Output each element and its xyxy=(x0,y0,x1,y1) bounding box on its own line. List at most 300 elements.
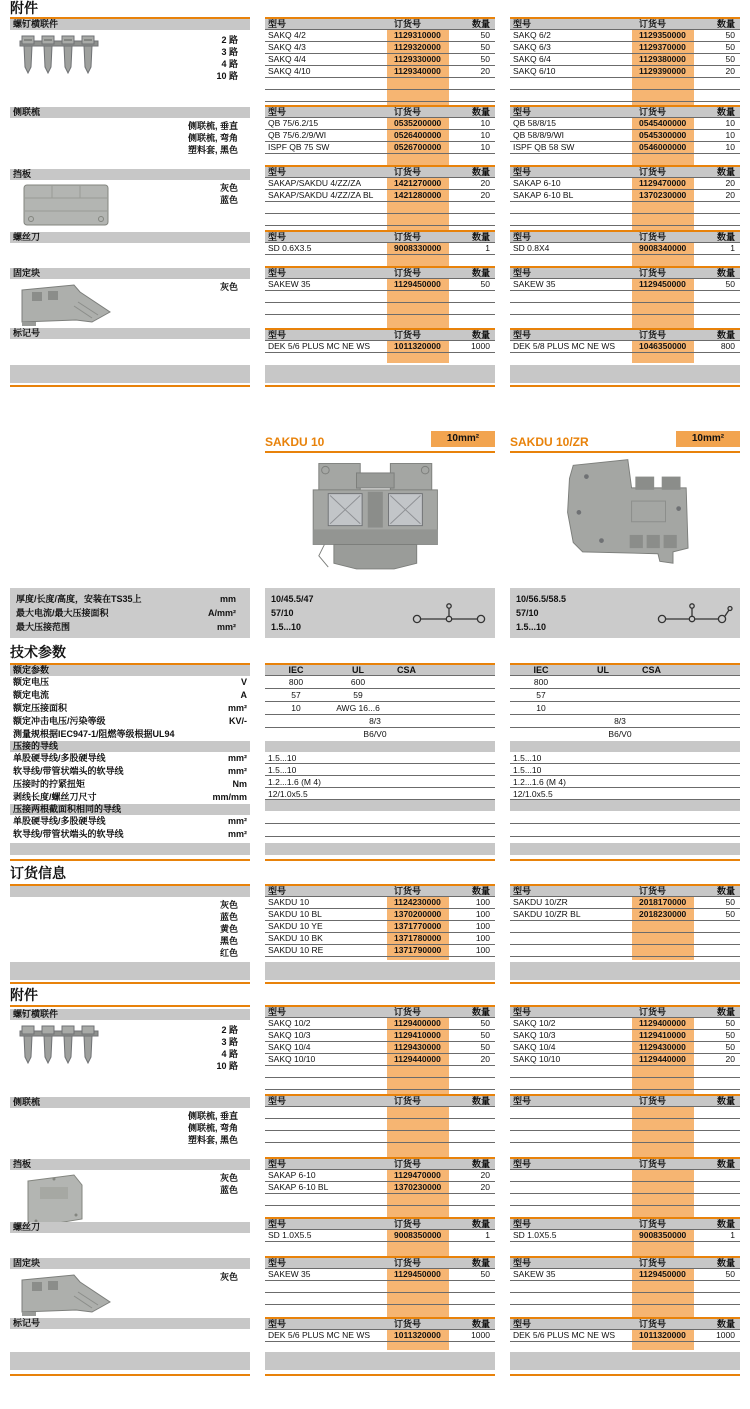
order-number-cell: 1129400000 xyxy=(394,1018,441,1028)
order-number-cell: 1421270000 xyxy=(394,178,442,188)
tech-values-mid xyxy=(265,663,495,861)
quantity-cell: 800 xyxy=(720,341,735,351)
table-empty-row xyxy=(265,78,495,90)
cell: B6/V0 xyxy=(363,729,387,739)
model-cell: SAKQ 4/10 xyxy=(268,66,311,76)
table-row xyxy=(510,1018,740,1030)
variant-labels-cross-links xyxy=(10,1024,250,1072)
ordering-left-column xyxy=(10,884,250,988)
table-empty-row xyxy=(265,1119,495,1131)
order-table xyxy=(510,1317,740,1342)
table-header-row xyxy=(265,232,495,243)
table-header-row xyxy=(510,268,740,279)
model-cell: QB 75/6.2/15 xyxy=(268,118,319,128)
quantity-cell: 50 xyxy=(725,897,735,907)
quantity-cell: 50 xyxy=(725,909,735,919)
product-image-side-view xyxy=(545,454,705,582)
tech-values-column xyxy=(265,663,495,837)
category-bar-screwdriver: 螺丝刀 xyxy=(10,232,250,243)
quantity-cell: 50 xyxy=(480,1042,490,1052)
table-header-row xyxy=(265,1096,495,1107)
table-header-row xyxy=(265,1319,495,1330)
cell xyxy=(634,702,740,714)
cell xyxy=(632,303,694,314)
param-row xyxy=(10,689,250,702)
cell xyxy=(510,78,632,89)
tech-divider-bar xyxy=(510,800,740,811)
cell xyxy=(510,202,632,213)
order-table xyxy=(510,105,740,154)
cell xyxy=(387,291,449,302)
footer-gray-bar xyxy=(265,962,495,980)
footer-gray-bar xyxy=(265,843,495,855)
cell xyxy=(634,689,740,701)
variant-labels-comb xyxy=(10,120,250,156)
param-unit: mm/mm xyxy=(212,792,247,802)
model-cell: SAKAP/SAKDU 4/ZZ/ZA BL xyxy=(268,190,374,200)
header-quantity: 数量 xyxy=(471,1219,490,1229)
model-cell: DEK 5/6 PLUS MC NE WS xyxy=(268,341,371,351)
table-header-row xyxy=(265,1258,495,1269)
header-order-number: 订货号 xyxy=(639,232,667,242)
table-row xyxy=(510,54,740,66)
order-number-cell: 9008330000 xyxy=(394,243,442,253)
order-table xyxy=(510,328,740,353)
tech-param-rows xyxy=(10,815,250,841)
header-quantity: 数量 xyxy=(471,1007,490,1017)
cell xyxy=(510,1066,632,1077)
cell xyxy=(449,214,495,225)
param-row xyxy=(10,815,250,828)
param-unit: mm² xyxy=(227,766,247,776)
model-cell: ISPF QB 58 SW xyxy=(513,142,575,152)
order-table xyxy=(510,1005,740,1090)
header-order-number: 订货号 xyxy=(639,1258,667,1268)
orange-footer-line xyxy=(10,385,250,387)
color-variant-labels xyxy=(10,899,250,959)
order-number-cell: 1129340000 xyxy=(394,66,441,76)
cell: 600 xyxy=(350,677,366,687)
model-cell: SAKQ 10/4 xyxy=(513,1042,556,1052)
quantity-cell: 1 xyxy=(730,243,735,253)
model-cell: DEK 5/6 PLUS MC NE WS xyxy=(513,1330,616,1340)
tech-section xyxy=(10,663,740,863)
order-number-cell: 1129470000 xyxy=(394,1170,441,1180)
table-row xyxy=(265,897,495,909)
tech-value-row xyxy=(265,702,495,715)
label-line: 3 路 xyxy=(221,47,238,57)
table-header-row xyxy=(265,886,495,897)
model-cell: SAKAP/SAKDU 4/ZZ/ZA xyxy=(268,178,362,188)
model-cell: SAKQ 10/3 xyxy=(268,1030,311,1040)
model-cell: SAKEW 35 xyxy=(513,1269,556,1279)
table-row xyxy=(265,341,495,353)
param-unit: mm² xyxy=(216,622,236,632)
quantity-cell: 50 xyxy=(480,30,490,40)
quantity-cell: 20 xyxy=(725,66,735,76)
model-cell: SAKDU 10/ZR BL xyxy=(513,909,581,919)
order-number-cell: 1370230000 xyxy=(394,1182,442,1192)
cell xyxy=(389,676,495,688)
order-number-cell: 1371770000 xyxy=(394,921,442,931)
header-model: 型号 xyxy=(268,1319,287,1329)
accessories-right-column xyxy=(510,17,740,389)
header-quantity: 数量 xyxy=(471,1258,490,1268)
cell xyxy=(632,1131,694,1142)
cell: 57 xyxy=(536,690,546,700)
accessories-left-column xyxy=(10,1005,250,1377)
table-row xyxy=(265,1269,495,1281)
order-table xyxy=(265,328,495,353)
model-cell: DEK 5/8 PLUS MC NE WS xyxy=(513,341,616,351)
table-row xyxy=(510,178,740,190)
table-empty-row xyxy=(265,1107,495,1119)
header-model: 型号 xyxy=(513,19,532,29)
table-row xyxy=(265,1330,495,1342)
model-cell: SAKAP 6-10 xyxy=(268,1170,316,1180)
table-row xyxy=(510,190,740,202)
param-row xyxy=(10,592,250,606)
cell xyxy=(449,78,495,89)
param-label: 软导线/带管状端头的软导线 xyxy=(13,829,124,839)
table-header-row xyxy=(510,19,740,30)
param-row xyxy=(10,828,250,841)
cell xyxy=(632,921,694,932)
param-unit: mm² xyxy=(227,703,247,713)
order-table xyxy=(265,1217,495,1242)
table-row xyxy=(510,1042,740,1054)
header-model: 型号 xyxy=(513,886,532,896)
model-cell: SAKDU 10 xyxy=(268,897,310,907)
order-number-cell: 1129440000 xyxy=(394,1054,441,1064)
circuit-symbol-feed-through xyxy=(411,598,489,630)
table-header-row xyxy=(510,1258,740,1269)
orange-footer-line xyxy=(265,385,495,387)
cell xyxy=(387,303,449,314)
cell xyxy=(265,214,387,225)
quantity-cell: 50 xyxy=(725,279,735,289)
param-row xyxy=(10,765,250,778)
order-number-cell: 1371790000 xyxy=(394,945,442,955)
order-number-cell: 1129330000 xyxy=(394,54,441,64)
header-quantity: 数量 xyxy=(716,167,735,177)
cell: 10 xyxy=(536,703,546,713)
quantity-cell: 20 xyxy=(480,190,490,200)
cell xyxy=(449,1066,495,1077)
table-empty-row xyxy=(510,1281,740,1293)
tech-empty-row xyxy=(510,811,740,824)
order-number-cell: 1421280000 xyxy=(394,190,442,200)
order-number-cell: 1129430000 xyxy=(394,1042,441,1052)
orange-footer-line xyxy=(510,385,740,387)
tech-span-row xyxy=(510,728,740,741)
header-order-number: 订货号 xyxy=(394,1319,422,1329)
category-bar-marker: 标记号 xyxy=(10,1318,250,1329)
tech-value-row xyxy=(510,702,740,715)
cell xyxy=(694,1078,740,1089)
label-line: 10 路 xyxy=(216,71,238,81)
cell xyxy=(387,1131,449,1142)
tech-left-column xyxy=(10,663,250,863)
cell xyxy=(632,90,694,101)
table-row xyxy=(510,1030,740,1042)
table-header-row xyxy=(265,1159,495,1170)
param-row xyxy=(10,676,250,689)
cell xyxy=(632,933,694,944)
label-line: 黑色 xyxy=(219,936,238,946)
quantity-cell: 50 xyxy=(480,54,490,64)
table-empty-row xyxy=(265,1078,495,1090)
table-header-row xyxy=(510,167,740,178)
cell xyxy=(572,676,634,688)
order-table xyxy=(265,165,495,226)
cell xyxy=(510,1107,632,1118)
header-model: 型号 xyxy=(513,268,532,278)
param-unit: mm xyxy=(219,594,236,604)
tech-standard-header: CSA xyxy=(642,665,662,675)
section-title-accessories-top: 附件 xyxy=(10,0,38,16)
header-order-number: 订货号 xyxy=(394,19,422,29)
table-header-row xyxy=(265,268,495,279)
cell xyxy=(265,1119,387,1130)
cell xyxy=(632,202,694,213)
cell xyxy=(632,1078,694,1089)
table-header-row xyxy=(510,886,740,897)
cell: 8/3 xyxy=(369,716,381,726)
label-line: 灰色 xyxy=(219,282,238,292)
param-label: 软导线/带管状端头的软导线 xyxy=(13,766,124,776)
section-title-tech: 技术参数 xyxy=(10,644,66,660)
product-name: SAKDU 10 xyxy=(265,435,325,449)
cell xyxy=(694,921,740,932)
header-quantity: 数量 xyxy=(471,1319,490,1329)
table-row xyxy=(510,142,740,154)
model-cell: SAKQ 10/2 xyxy=(268,1018,311,1028)
header-model: 型号 xyxy=(268,330,287,340)
header-order-number: 订货号 xyxy=(639,268,667,278)
table-empty-row xyxy=(510,291,740,303)
tech-value-row xyxy=(265,676,495,689)
header-quantity: 数量 xyxy=(716,232,735,242)
cell xyxy=(387,90,449,101)
order-table xyxy=(265,105,495,154)
cell xyxy=(510,933,632,944)
cell xyxy=(510,1293,632,1304)
model-cell: SAKQ 10/2 xyxy=(513,1018,556,1028)
header-quantity: 数量 xyxy=(471,886,490,896)
cell xyxy=(694,1119,740,1130)
header-order-number: 订货号 xyxy=(394,1096,422,1106)
header-model: 型号 xyxy=(513,167,532,177)
cell xyxy=(510,921,632,932)
order-table xyxy=(510,1217,740,1242)
table-header-row xyxy=(265,1007,495,1018)
model-cell: QB 58/8/15 xyxy=(513,118,557,128)
param-label: 单股硬导线/多股硬导线 xyxy=(13,753,106,763)
cell xyxy=(694,291,740,302)
header-quantity: 数量 xyxy=(471,268,490,278)
order-number-cell: 1011320000 xyxy=(394,1330,441,1340)
tech-wire-row: 12/1.0x5.5 xyxy=(510,788,740,800)
order-table xyxy=(265,1317,495,1342)
orange-footer-line xyxy=(510,1374,740,1376)
accessories-mid-column xyxy=(265,1005,495,1377)
table-header-row xyxy=(265,330,495,341)
category-bar-endbracket: 固定块 xyxy=(10,1258,250,1269)
order-table xyxy=(265,266,495,315)
quantity-cell: 100 xyxy=(475,933,490,943)
quantity-cell: 50 xyxy=(725,30,735,40)
cell xyxy=(632,1170,694,1181)
cell xyxy=(510,945,632,956)
quantity-cell: 50 xyxy=(725,1042,735,1052)
cell: 57 xyxy=(291,690,301,700)
order-number-cell: 1011320000 xyxy=(394,341,441,351)
table-empty-row xyxy=(510,202,740,214)
param-unit: mm² xyxy=(227,753,247,763)
cell xyxy=(510,1281,632,1292)
category-bar-endbracket: 固定块 xyxy=(10,268,250,279)
footer-gray-bar xyxy=(265,365,495,383)
category-bar-endplate: 挡板 xyxy=(10,169,250,180)
table-row xyxy=(265,130,495,142)
table-row xyxy=(510,30,740,42)
cell xyxy=(265,1078,387,1089)
quantity-cell: 10 xyxy=(480,130,490,140)
table-header-row xyxy=(510,1219,740,1230)
cell xyxy=(265,1131,387,1142)
label-line: 1.5...10 xyxy=(516,622,547,632)
tech-divider-bar xyxy=(510,741,740,752)
cell xyxy=(387,1119,449,1130)
variant-labels-endbracket xyxy=(10,281,250,293)
cell xyxy=(694,1131,740,1142)
cell xyxy=(387,1194,449,1205)
model-cell: SAKEW 35 xyxy=(268,1269,311,1279)
table-row xyxy=(510,42,740,54)
param-row xyxy=(10,728,250,741)
cell xyxy=(389,702,495,714)
quantity-cell: 10 xyxy=(725,118,735,128)
tech-standard-header: IEC xyxy=(533,665,549,675)
orange-footer-line xyxy=(265,859,495,861)
table-row xyxy=(265,279,495,291)
label-line: 57/10 xyxy=(516,608,539,618)
model-cell: SAKQ 6/10 xyxy=(513,66,556,76)
dimensions-box xyxy=(510,588,740,638)
table-header-row xyxy=(510,1096,740,1107)
order-table xyxy=(510,17,740,102)
header-model: 型号 xyxy=(513,330,532,340)
orange-footer-line xyxy=(10,982,250,984)
label-line: 蓝色 xyxy=(219,912,238,922)
model-cell: SAKAP 6-10 xyxy=(513,178,561,188)
order-number-cell: 1129470000 xyxy=(639,178,686,188)
cell xyxy=(694,90,740,101)
product-name: SAKDU 10/ZR xyxy=(510,435,589,449)
table-empty-row xyxy=(265,1281,495,1293)
order-number-cell: 1129380000 xyxy=(639,54,686,64)
accessories-right-column xyxy=(510,1005,740,1377)
model-cell: SAKQ 4/3 xyxy=(268,42,306,52)
header-quantity: 数量 xyxy=(716,1319,735,1329)
cell xyxy=(572,689,634,701)
product-card-sakdu-10 xyxy=(265,430,495,638)
param-label: 厚度/长度/高度，安装在TS35上 xyxy=(16,594,142,604)
header-order-number: 订货号 xyxy=(394,107,422,117)
quantity-cell: 1000 xyxy=(471,1330,490,1340)
order-number-cell: 1370230000 xyxy=(639,190,687,200)
table-row xyxy=(265,933,495,945)
param-label: 额定压接面积 xyxy=(13,703,68,713)
table-empty-row xyxy=(510,1293,740,1305)
header-order-number: 订货号 xyxy=(639,167,667,177)
cell xyxy=(632,1066,694,1077)
order-number-cell: 1371780000 xyxy=(394,933,442,943)
model-cell: SAKAP 6-10 BL xyxy=(268,1182,329,1192)
model-cell: SD 1.0X5.5 xyxy=(268,1230,312,1240)
quantity-cell: 20 xyxy=(480,1170,490,1180)
cell xyxy=(694,1182,740,1193)
orange-footer-line xyxy=(265,982,495,984)
order-table xyxy=(510,1157,740,1206)
tech-value-row xyxy=(510,689,740,702)
header-quantity: 数量 xyxy=(471,19,490,29)
cell xyxy=(449,1194,495,1205)
header-quantity: 数量 xyxy=(471,232,490,242)
order-number-cell: 1129410000 xyxy=(394,1030,441,1040)
param-row xyxy=(10,620,250,634)
header-quantity: 数量 xyxy=(716,330,735,340)
order-table xyxy=(510,1094,740,1143)
tech-values-column xyxy=(510,663,740,837)
cell xyxy=(694,1281,740,1292)
tech-span-row xyxy=(510,715,740,728)
header-quantity: 数量 xyxy=(471,107,490,117)
cell xyxy=(694,78,740,89)
table-header-row xyxy=(510,330,740,341)
tech-wire-row: 1.2...1.6 (M 4) xyxy=(265,776,495,788)
footer-gray-bar xyxy=(10,1352,250,1370)
cell xyxy=(694,1107,740,1118)
header-quantity: 数量 xyxy=(716,1096,735,1106)
param-label: 额定电压 xyxy=(13,677,50,687)
table-row xyxy=(510,243,740,255)
order-number-cell: 0526400000 xyxy=(394,130,442,140)
model-cell: SAKDU 10 BL xyxy=(268,909,322,919)
order-number-cell: 1370200000 xyxy=(394,909,442,919)
order-number-cell: 1011320000 xyxy=(639,1330,686,1340)
table-header-row xyxy=(510,1159,740,1170)
cell: B6/V0 xyxy=(608,729,632,739)
cell xyxy=(694,202,740,213)
model-cell: SAKQ 6/4 xyxy=(513,54,551,64)
label-line: 侧联梳, 弯角 xyxy=(187,1123,238,1133)
order-table xyxy=(510,230,740,255)
cell xyxy=(694,1170,740,1181)
table-empty-row xyxy=(265,303,495,315)
cell xyxy=(387,1066,449,1077)
tech-empty-row xyxy=(510,824,740,837)
cell xyxy=(632,291,694,302)
table-row xyxy=(265,178,495,190)
table-row xyxy=(265,1018,495,1030)
cell xyxy=(387,1281,449,1292)
tech-wire-row: 1.2...1.6 (M 4) xyxy=(510,776,740,788)
dimensions-box xyxy=(265,588,495,638)
tech-param-rows xyxy=(10,676,250,741)
cell xyxy=(449,1119,495,1130)
